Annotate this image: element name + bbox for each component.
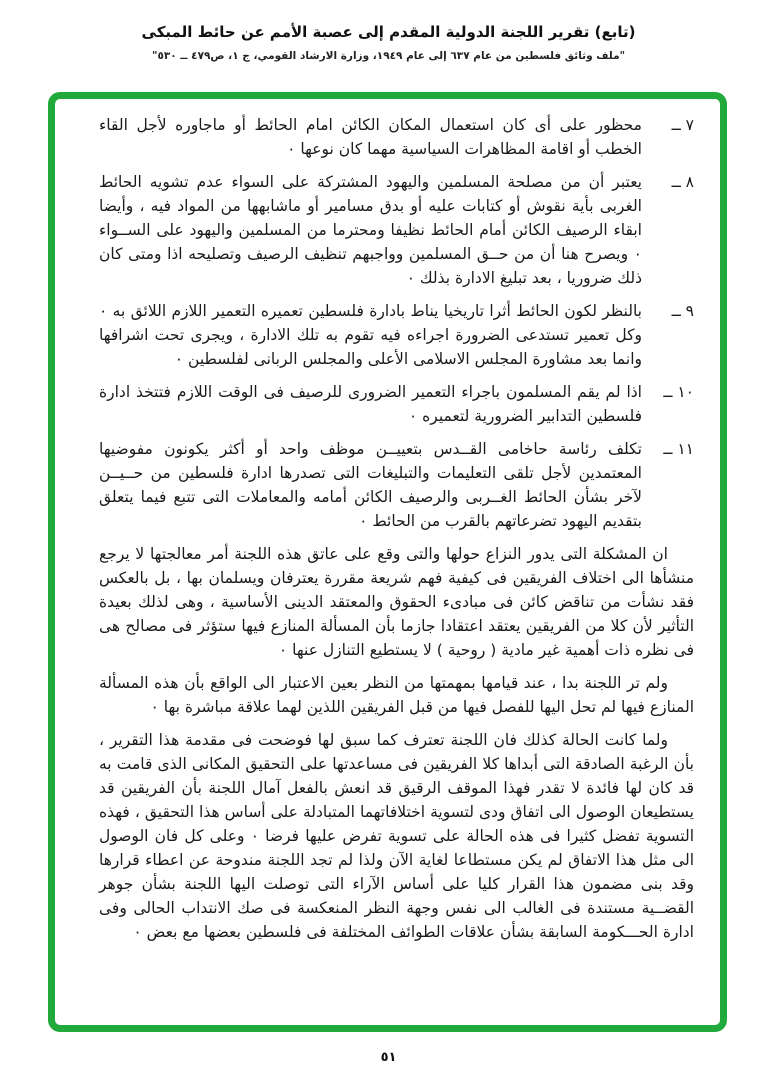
clause-number: ٨ ــ bbox=[671, 173, 694, 191]
page-header bbox=[0, 0, 777, 62]
numbered-clause-8 bbox=[99, 170, 694, 290]
body-paragraph-1: ان المشكلة التى يدور النزاع حولها والتى وقع على عاتق هذه اللجنة أمر معالجتها لا يرجع منشأها الى اختلاف الفريقين فى كيفية فهم شريعة مقررة يعترفان ويسلمان بها ، بل بالعكس فقد نشأت من تناقض كائن فى مبادىء الحقوق والمعتقد الدينى الأساسية ، وهى لذلك بعيدة التأثير لأن كلا من الفريقين يعتقد اعتقادا جازما بأن المسألة المنازع فيها ستؤثر فى مصالح هى فى نظره ذات أهمية غير مادية ( روحية ) لا يستطيع التنازل عنها ٠ bbox=[99, 545, 694, 659]
clause-number: ١١ ــ bbox=[663, 440, 694, 458]
clause-text: اذا لم يقم المسلمون باجراء التعمير الضرورى للرصيف فى الوقت اللازم فتتخذ ادارة فلسطين التدابير الضرورية لتعميره ٠ bbox=[99, 383, 642, 425]
clause-number: ١٠ ــ bbox=[663, 383, 694, 401]
clause-text: تكلف رئاسة حاخامى القــدس بتعييــن موظف واحد أو أكثر يكونون مفوضيها المعتمدين لأجل تلقى التعليمات والتبليغات التى تصدرها ادارة فلسطين من حــيــن لآخر بشأن الحائط الغــربى والرصيف الكائن أمامه والمعاملات التى تتبع فيما يتعلق بتقديم اليهود تضرعاتهم بالقرب من الحائط ٠ bbox=[99, 440, 642, 530]
body-paragraph-3: ولما كانت الحالة كذلك فان اللجنة تعترف كما سبق لها فوضحت فى مقدمة هذا التقرير ، بأن الرغبة الصادقة التى أبداها كلا الفريقين فى مساعدتها على التحقيق المكانى الذى قامت به قد كان لها فائدة لا تقدر فهذا الموقف الرقيق قد انعش بالفعل آمال اللجنة بأن الفريقين قد يستطيعان الوصول الى اتفاق ودى لتسوية اختلافاتهما المتبادلة على أساس هذا التحقيق ، فهذه التسوية تفضل كثيرا فى هذه الحالة على تسوية تفرض عليها فرضا ٠ وعلى كل فان الوصول الى مثل هذا الاتفاق لم يكن مستطاعا لغاية الآن ولذا لم تجد اللجنة مندوحة عن اعطاء قرارها وقد بنى مضمون هذا القرار كليا على أساس الآراء التى توصلت اليها اللجنة بشأن جوهر القضــية مستندة فى الغالب الى نفس وجهة النظر المنعكسة فى صك الانتداب الحالى وفى ادارة الحـــكومة السابقة بشأن علاقات الطوائف المختلفة فى فلسطين بعضها مع بعض ٠ bbox=[99, 731, 694, 941]
clause-number: ٧ ــ bbox=[671, 116, 694, 134]
clause-text: بالنظر لكون الحائط أثرا تاريخيا يناط بادارة فلسطين تعميره التعمير اللازم اللائق به ٠ وكل تعمير تستدعى الضرورة اجراءه فيه تقوم به تلك الادارة ، ويجرى تحت اشرافها وانما بعد مشاورة المجلس الاسلامى الأعلى والمجلس الربانى لفلسطين ٠ bbox=[99, 302, 642, 368]
clause-text: يعتبر أن من مصلحة المسلمين واليهود المشتركة على السواء عدم تشويه الحائط الغربى بأية نقوش أو كتابات عليه أو بدق مسامير أو ماشابهها من المواد فيه ، وأيضا ابقاء الرصيف الكائن أمام الحائط نظيفا ومحترما من المسلمين واليهود على الســواء ٠ ويصرح هنا أن من حــق المسلمين وواجبهم تنظيف الرصيف وتصليحه اذا ومتى كان ذلك ضروريا ، بعد تبليغ الادارة بذلك ٠ bbox=[99, 173, 642, 287]
numbered-clause-10 bbox=[99, 380, 694, 428]
body-paragraph-2: ولم تر اللجنة بدا ، عند قيامها بمهمتها من النظر بعين الاعتبار الى الواقع بأن هذه المسألة المنازع فيها لم تحل اليها للفصل فيها من قبل الفريقين اللذين لهما علاقة مباشرة بها ٠ bbox=[99, 674, 694, 716]
green-highlight-frame bbox=[48, 92, 727, 1032]
numbered-clause-9 bbox=[99, 299, 694, 371]
document-title: (تابع) تقرير اللجنة الدولية المقدم إلى عصبة الأمم عن حائط المبكى bbox=[141, 23, 636, 41]
numbered-clause-7 bbox=[99, 113, 694, 161]
clause-text: محظور على أى كان استعمال المكان الكائن امام الحائط أو ماجاوره لأجل القاء الخطب أو اقامة المظاهرات السياسية مهما كان نوعها ٠ bbox=[99, 116, 642, 158]
clause-number: ٩ ــ bbox=[671, 302, 694, 320]
document-source-citation: "ملف وثائق فلسطين من عام ٦٣٧ إلى عام ١٩٤٩، وزارة الارشاد القومي، ج ١، ص٤٧٩ ــ ٥٣٠" bbox=[151, 50, 626, 62]
numbered-clause-11 bbox=[99, 437, 694, 533]
page-number: ٥١ bbox=[380, 1050, 397, 1065]
document-body bbox=[55, 99, 720, 1025]
